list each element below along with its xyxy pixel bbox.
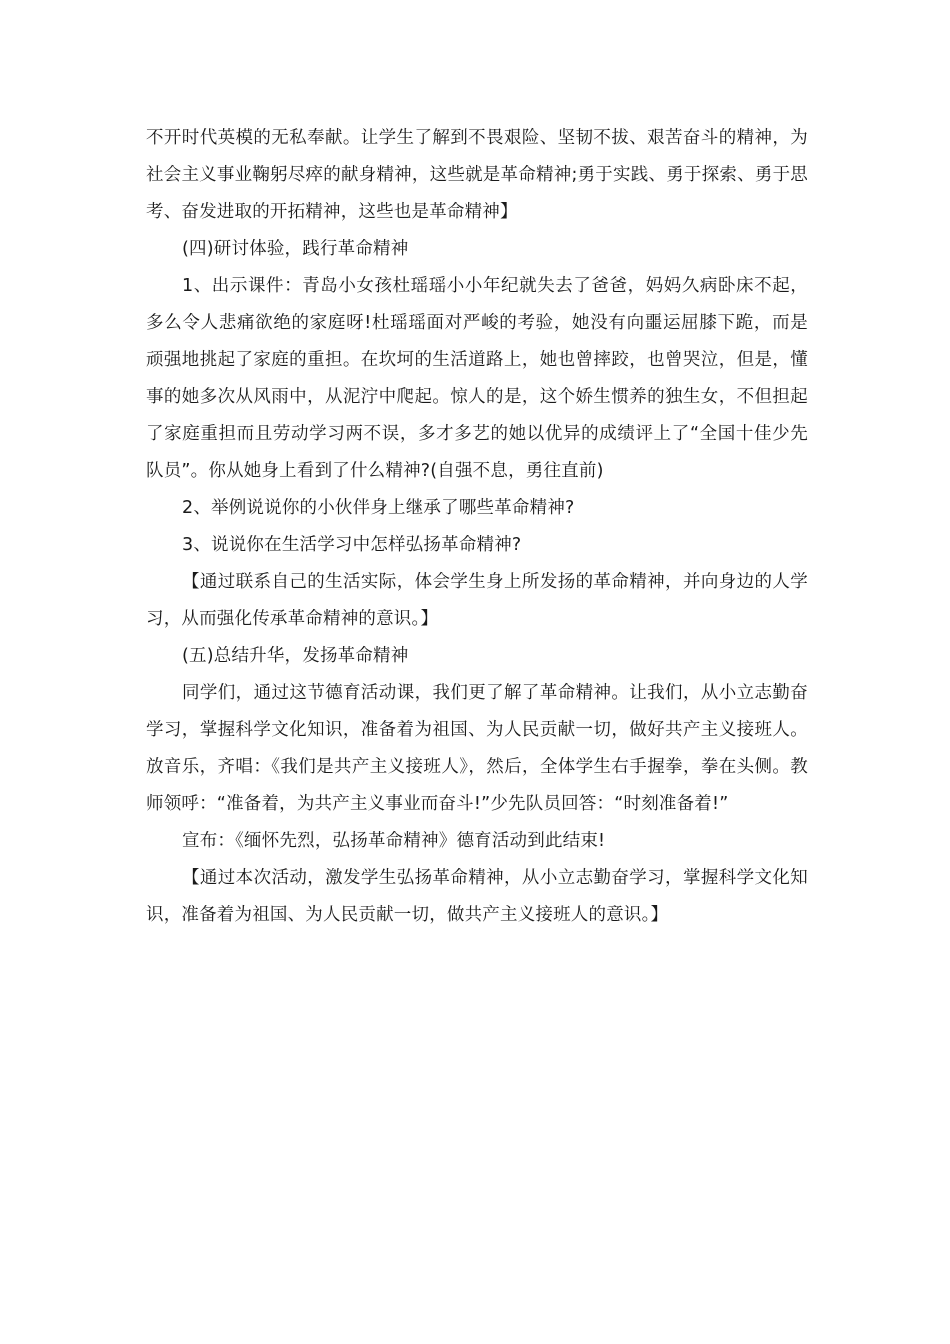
paragraph-courseware: 1、出示课件：青岛小女孩杜瑶瑶小小年纪就失去了爸爸，妈妈久病卧床不起，多么令人悲痛欲绝的家庭呀!杜瑶瑶面对严峻的考验，她没有向噩运屈膝下跪，而是顽强地挑起了家庭的重担。在坎坷的生活道路上，她也曾摔跤，也曾哭泣，但是，懂事的她多次从风雨中，从泥泞中爬起。惊人的是，这个娇生惯养的独生女，不但担起了家庭重担而且劳动学习两不误，多才多艺的她以优异的成绩评上了“全国十佳少先队员”。你从她身上看到了什么精神?(自强不息，勇往直前) (146, 276, 808, 481)
document-body (146, 120, 808, 934)
section-heading-5: (五)总结升华，发扬革命精神 (182, 646, 409, 666)
paragraph-continuation: 不开时代英模的无私奉献。让学生了解到不畏艰险、坚韧不拔、艰苦奋斗的精神，为社会主义事业鞠躬尽瘁的献身精神，这些就是革命精神;勇于实践、勇于探索、勇于思考、奋发进取的开拓精神，这些也是革命精神】 (146, 128, 808, 222)
paragraph-note-1: 【通过联系自己的生活实际，体会学生身上所发扬的革命精神，并向身边的人学习，从而强化传承革命精神的意识。】 (146, 572, 808, 629)
paragraph-summary: 同学们，通过这节德育活动课，我们更了解了革命精神。让我们，从小立志勤奋学习，掌握科学文化知识，准备着为祖国、为人民贡献一切，做好共产主义接班人。放音乐，齐唱：《我们是共产主义接班人》，然后，全体学生右手握拳，拳在头侧。教师领呼：“准备着，为共产主义事业而奋斗!”少先队员回答：“时刻准备着!” (146, 683, 808, 814)
paragraph-announcement: 宣布：《缅怀先烈，弘扬革命精神》德育活动到此结束! (182, 831, 606, 851)
paragraph-question-3: 3、说说你在生活学习中怎样弘扬革命精神? (182, 535, 522, 555)
paragraph-note-2: 【通过本次活动，激发学生弘扬革命精神，从小立志勤奋学习，掌握科学文化知识，准备着为祖国、为人民贡献一切，做共产主义接班人的意识。】 (146, 868, 808, 925)
section-heading-4: (四)研讨体验，践行革命精神 (182, 239, 409, 259)
paragraph-question-2: 2、举例说说你的小伙伴身上继承了哪些革命精神? (182, 498, 575, 518)
